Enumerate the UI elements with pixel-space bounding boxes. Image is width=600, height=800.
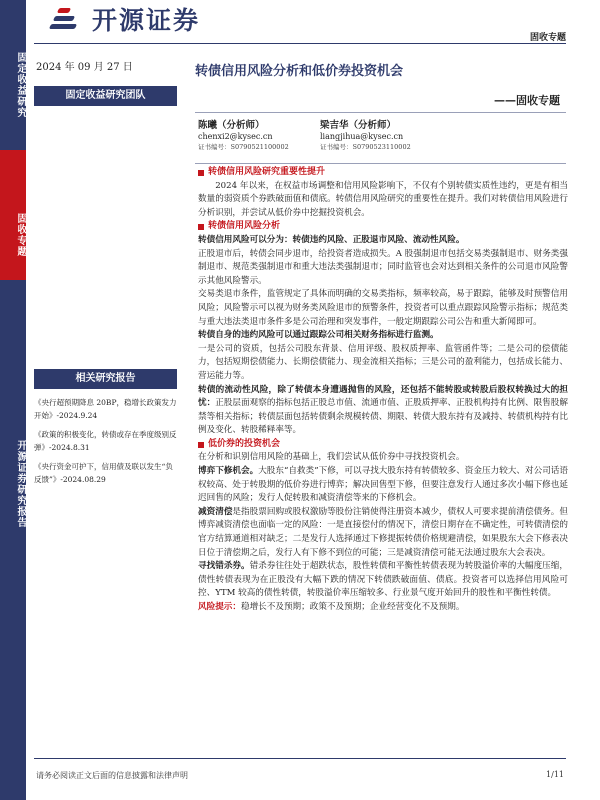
paragraph: 正股退市后，转债会同步退市，给投资者造成损失。A 股强制退市包括交易类强制退市、财务类强制退市、规范类强制退市和重大违法类强制退市；同时监管也会对达到相关条件的公司退市风险警示其他风险警示。: [198, 248, 568, 286]
paragraph: 是指股票回购或股权激励等股份注销使得注册资本减少，债权人可要求提前清偿债务。但博弈减资清偿也面临一定的风险：一是直接偿付的情况下，清偿日期存在不确定性，可转债清偿的官方结算通道相对缺乏；二是发行人选择通过下修提振转债价格规避清偿，如果股东大会下修表决日位于清偿期之后，发行人有下修不到位的可能；三是减资清偿可能无法通过股东大会表决。: [198, 506, 568, 558]
paragraph: 交易类退市条件，监管规定了具体而明确的交易类指标，频率较高，易于跟踪，能够及时预警信用风险；风险警示可以视为财务类风险退市的预警条件，投资者可以重点跟踪风险警示指标；规范类与重大违法类退市条件多是公司治理和突发事件，一般定期跟踪公司公告和重大新闻即可。: [198, 289, 568, 327]
related-reports-list: [34, 396, 180, 492]
team-badge: 固定收益研究团队: [34, 86, 177, 106]
analyst-email[interactable]: liangjihua@kysec.cn: [320, 132, 404, 141]
series-tag: 固收专题: [529, 33, 566, 43]
paragraph-lead: 转债的流动性风险，除了转债本身遭遇抛售的风险，还包括不能转股或转股后股权转换过大的担忧：: [198, 384, 568, 409]
risk-label: 风险提示：: [198, 602, 241, 612]
strip-label-bottom: 开源证券研究报告: [15, 440, 26, 528]
related-report-link[interactable]: 《央行超预期降息 20BP，稳增长政策发力开始》-2024.9.24: [34, 398, 177, 420]
paragraph-lead: 减资清偿: [198, 506, 233, 517]
title-rule: [195, 112, 566, 113]
paragraph-lead: 寻找错杀券。: [198, 561, 250, 572]
report-subtitle: ——固收专题: [494, 94, 560, 107]
logo-text: 开源证券: [92, 6, 201, 35]
section-heading: 转债信用风险研究重要性提升: [198, 166, 568, 180]
report-date: 2024 年 09 月 27 日: [36, 62, 133, 73]
related-report-link[interactable]: 《央行资金可护下，信用债及联以发生“负反馈”》-2024.08.29: [34, 462, 173, 484]
header-rule: [34, 43, 566, 44]
paragraph-lead: 转债自身的违约风险可以通过跟踪公司相关财务指标进行监测。: [198, 330, 439, 341]
page-number: 1/11: [546, 770, 564, 779]
analyst-cert: 证书编号：S0790521100002: [198, 143, 289, 151]
analyst-card: [198, 120, 289, 153]
side-strip: [0, 0, 26, 800]
strip-label-top: 固定收益研究: [15, 52, 26, 118]
analysts-rule: [195, 163, 566, 164]
section-heading: 低价券的投资机会: [198, 438, 568, 452]
paragraph: 2024 年以来，在权益市场调整和信用风险影响下，不仅有个别转债实质性违约，更是有相当数量的弱资质个券跌破面值和债底。转债信用风险研究的重要性在提升。我们对转债信用风险进行分析识别，并尝试从低价券中挖掘投资机会。: [198, 180, 568, 218]
strip-label-mid: 固收专题: [15, 213, 26, 257]
logo-mark-icon: [48, 5, 86, 33]
bullet-icon: [198, 224, 204, 230]
report-title: 转债信用风险分析和低价券投资机会: [195, 64, 404, 79]
brand-logo: [48, 2, 200, 36]
related-reports-heading: 相关研究报告: [34, 369, 177, 389]
paragraph: 一是公司的资质，包括公司股东背景、信用评级、股权质押率、监管函件等；二是公司的偿债能力，包括短期偿债能力、长期偿债能力、现金流相关指标；三是公司的盈利能力，包括成长能力、营运能力等。: [198, 343, 568, 381]
analyst-name: 陈曦（分析师）: [198, 120, 265, 131]
footer-rule: [34, 758, 566, 759]
paragraph-lead: 博弈下修机会。: [198, 466, 259, 477]
analyst-name: 梁吉华（分析师）: [320, 120, 397, 131]
analyst-email[interactable]: chenxi2@kysec.cn: [198, 132, 273, 141]
paragraph-lead: 转债信用风险可以分为：转债违约风险、正股退市风险、流动性风险。: [198, 234, 465, 245]
paragraph: 在分析和识别信用风险的基础上，我们尝试从低价券中寻找投资机会。: [198, 452, 465, 463]
analyst-block: [198, 120, 568, 164]
paragraph: 错杀券往往处于超跌状态，股性转债和平衡性转债表现为转股溢价率的大幅度压缩，债性转债表现为在正股没有大幅下跌的情况下转债跌破面值、债底。投资者可以选择信用风险可控、YTM 较高的债性转债，转股溢价率压缩较多、行业景气度开始回升的股性和平衡性转债。: [198, 561, 568, 599]
bullet-icon: [198, 442, 204, 448]
section-heading: 转债信用风险分析: [198, 220, 568, 234]
paragraph: 正股层面观察的指标包括正股总市值、流通市值、正股质押率、正股机构持有比例、限售股解禁等相关指标；转债层面包括转债剩余规模转债、期限、转债大股东持有及减持、转债机构持有比例及变化、转股稀释率等。: [198, 398, 568, 436]
footer-disclaimer: 请务必阅读正文后面的信息披露和法律声明: [36, 771, 188, 780]
bullet-icon: [198, 170, 204, 176]
paragraph: 大股东“自救类”下修，可以寻找大股东持有转债较多、资金压力较大、对公司话语权较高、处于转股期的低价券进行博弈；解决回售型下修，但要注意发行人通过多次小幅下修也延迟回售的风险；发行人促转股和减资清偿等来的下修机会。: [198, 466, 568, 504]
report-body: [198, 166, 568, 615]
related-report-link[interactable]: 《政策的积极变化，转债或存在季度级别反弹》-2024.8.31: [34, 430, 177, 452]
analyst-card: [320, 120, 411, 153]
analyst-cert: 证书编号：S0790523110002: [320, 143, 411, 151]
risk-text: 稳增长不及预期；政策不及预期；企业经营变化不及预期。: [240, 602, 465, 612]
